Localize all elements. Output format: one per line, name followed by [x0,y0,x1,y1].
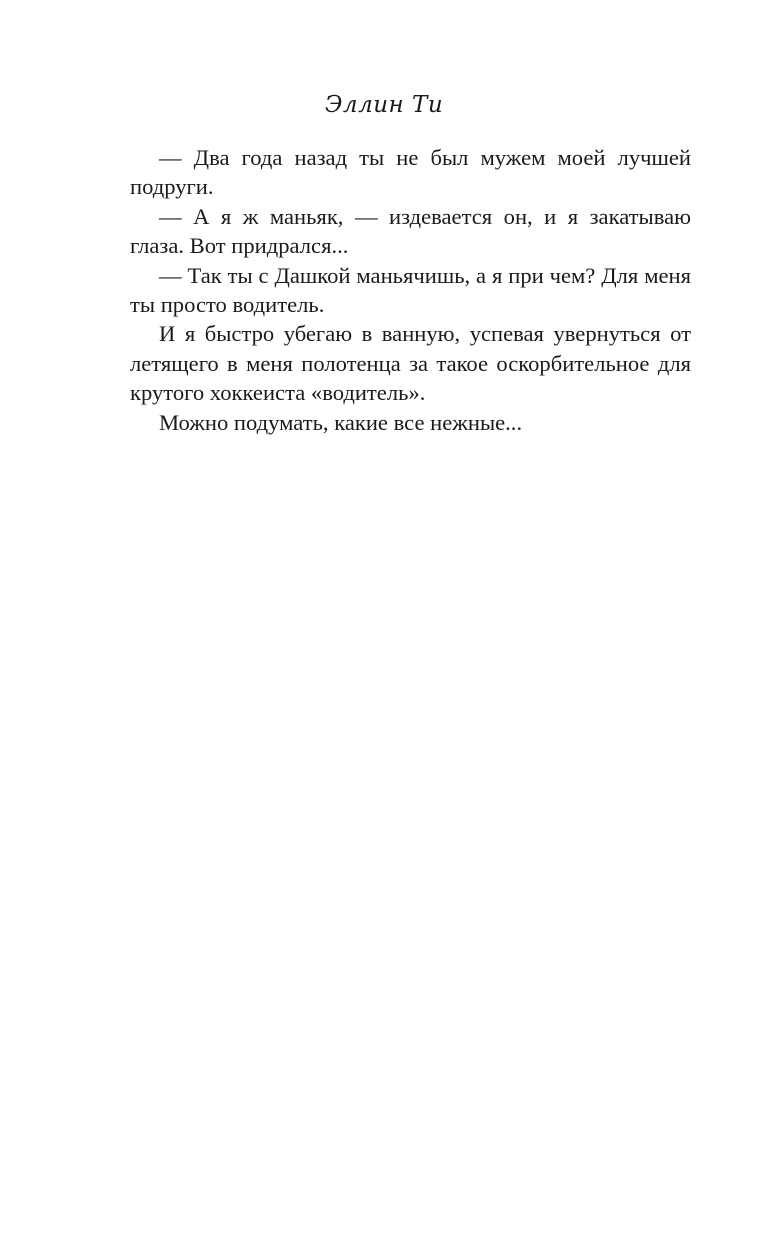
paragraph: — Два года назад ты не был мужем моей лучшей подруги. [130,145,691,200]
paragraph: И я быстро убегаю в ванную, успевая увернуться от летящего в меня полотенца за такое оскорбительное для крутого хоккеиста «водитель». [130,321,691,406]
body-text [130,143,691,437]
running-head-author: Эллин Ти [324,92,444,118]
paragraph: — А я ж маньяк, — издевается он, и я закатываю глаза. Вот придрался... [130,203,691,259]
paragraph: — Так ты с Дашкой маньячишь, а я при чем? Для меня ты просто водитель. [130,262,691,318]
paragraph: Можно подумать, какие все нежные... [159,409,523,435]
